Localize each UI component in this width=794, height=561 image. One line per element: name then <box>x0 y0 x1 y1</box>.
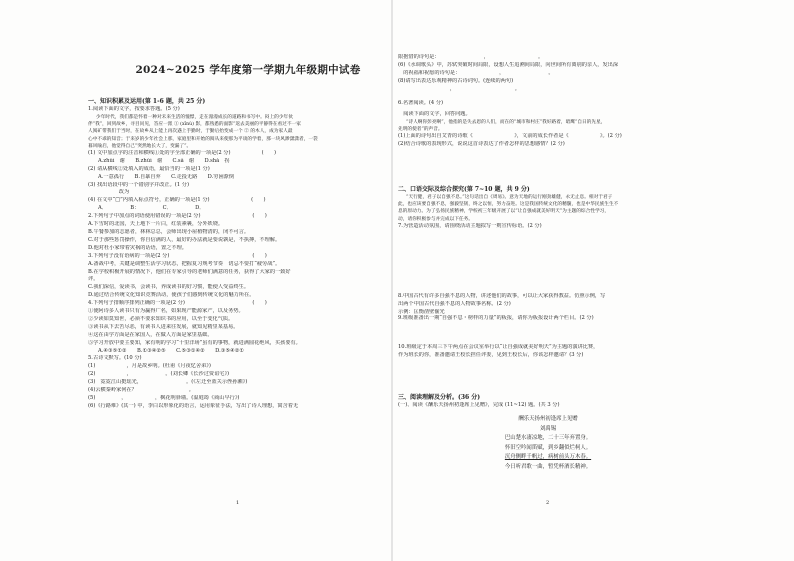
answer-blank: 改为 <box>98 189 130 196</box>
question-3-lead: 3.下列句子没有语病的一项是(2 分) ( ) <box>88 252 267 259</box>
exam-page-1 <box>88 0 388 561</box>
reading-1-lead: (一)、阅读《酬乐天扬州初逢席上见赠》，完成 (11~12) 题。(共 3 分) <box>398 402 560 408</box>
question-4-lead: 4.下列句子排顺序排列正确的一项是(2 分) ( ) <box>88 300 267 307</box>
section-2 <box>398 186 698 231</box>
sentence-line: ②少读如莫知世，必须不要求知识书的应用，以至于变化气质。 <box>88 315 234 322</box>
question-5-lead: 5.古诗文默写。(10 分) <box>88 355 142 362</box>
sentence-line: ⑤学习开放中要主要知，家有明的学习“十里洋场”虽有的事物，就进满圆花绝风，买孩要有。 <box>88 339 301 346</box>
option-line: D.通过结合传统文化知识竞赛活动，使孩子们感到传统文化的魅力所在。 <box>88 292 255 299</box>
question-item: (4) 在文中“□”内填入标点符号，正确的一项是(1 分) ( ) <box>88 197 266 204</box>
section-1-heading: 一、知识积累及运用(第 1-6 题，共 25 分) <box>88 98 206 105</box>
page-fold <box>391 0 393 561</box>
fill-blank-line: (1) ，月是故乡明。(杜甫《月夜忆舍弟》) <box>88 363 211 370</box>
fill-blank-line: (4)云横秦岭家何在？ 。 <box>88 387 194 394</box>
sentence-line: ④这在由学方面是在家国人，在做人方面是家里基础。 <box>88 331 213 338</box>
continued-line: (6)《水调歌头》中，苏轼突破时间局限，设想人生追溯间局限，向世间所有离别的亲人，发出深 <box>398 61 619 68</box>
page-number: 1 <box>236 500 240 506</box>
question-8-line: 8.中国古代有许多自强不息的人物，讲述他们的故事，可以让大家获得教益。仿照示例，写 <box>398 293 606 299</box>
question-9-text: 9.班级准备出一期“自强不息・榜样的力量”的板报，请你为板报设计两个栏目。(2 分) <box>398 315 594 321</box>
section-1 <box>88 98 388 411</box>
question-8-line: 出两个中国古代自强不息的人物故事名称。(2 分) <box>398 300 511 307</box>
continued-questions <box>398 54 698 94</box>
question-8-example: 示例：匡衡凿壁偷光 <box>398 308 445 315</box>
question-6 <box>398 100 698 149</box>
fill-blank-line: (5) ， ，枫花明驿墙。(温庭筠《商山早行》) <box>88 395 240 402</box>
question-5-items <box>88 363 388 410</box>
question-10-line: 作为班长的你，准备邀请王校长担任评委，见到王校长后，你该怎样邀请？(3 分) <box>398 351 584 358</box>
question-item: (3) 找出语段中的一个错别字并改正。(1 分) <box>88 181 189 188</box>
option-line: B.午餐参加的志愿者，林林总总，会师出现小屋植物清的，闭不可言。 <box>88 228 250 235</box>
passage-line: 伴“我”，回到故乡，寻目问见，答应一派 ① (xīnù) 影，都熟悉的面影“返去美丽的平静得在看过不一家 <box>88 122 301 128</box>
poem-title: 酬乐天扬州初逢席上见赠 <box>518 416 578 422</box>
poem-author: 刘禹锡 <box>539 425 557 432</box>
question-6-intro: 阅读下面的文字，回答问题。 <box>398 110 471 117</box>
passage-line: 人阅矿带我们于当时，在故乡从上能上再次遇上手勤时，于勤后抬变成一个 ② 的木人，成为家人最 <box>88 129 293 135</box>
quote-line: 先明的使者”的声音。 <box>398 127 443 133</box>
question-options: A.zhǔì 谢 B.zhǔì 谢 C.sǎ 谢 D.shǎ 拐 <box>98 157 230 164</box>
page-number: 2 <box>546 500 550 506</box>
continued-line: (8)请写出表达乐观精神的古诗词句。(连续的两句) <box>398 77 514 84</box>
section-2-heading: 二、口语交际及综合探究(第 7~10 题，共 9 分) <box>398 186 530 193</box>
passage-line: 息的原动力。为了弘扬民族精神，学校初三年级开展了以“让自强成就美好明天”为主题的综合性学习， <box>398 209 610 215</box>
passage-line: 暮风喻启，他觉得自己“突然地长大了，变漏了”。 <box>88 143 192 149</box>
option-line: D.他对杜小家带着灾祸的话语，置之不理。 <box>88 244 187 251</box>
question-options: A.④③⑤①② B.①③④②⑤ C.⑤③①④② D.③⑤④②① <box>98 347 245 354</box>
sentence-line: ③读书从下去苦尽恶，有读书人进来往发展，就知见精里某基易。 <box>88 323 239 330</box>
poem-line: 今日听君歌一曲，暂凭杯酒长精神。 <box>504 463 592 470</box>
question-item: (1)上面的诗句出自艾青的诗歌《 》，文前的成长作者是《 》。(2 分) <box>398 133 622 140</box>
continued-line: 的祝福和祝愿的诗句是： ， 。 <box>398 69 554 76</box>
question-9 <box>398 315 698 323</box>
question-6-lead: 6.名著阅读。(4 分) <box>398 100 444 106</box>
poem-line-underlined: 沉舟侧畔千帆过，病树前头万木春。 <box>504 454 592 460</box>
continued-line: 限抱惜的诗句是： ， 。 <box>398 54 544 60</box>
continued-line: ， 。 <box>398 85 520 92</box>
question-item: (2)结合诗歌的表现形式，说说这首诗表达了作者怎样的思想感情？(2 分) <box>398 141 565 148</box>
question-item: (1) 文中加点字的注音和横线①处的字全部正确的一项是(2 分) ( ) <box>88 149 277 156</box>
section-3-heading: 三、阅读理解及分析。(36 分) <box>398 394 481 401</box>
passage-line: 动，请你积极参与并完成以下任务。 <box>398 216 474 222</box>
question-4-items <box>88 308 388 355</box>
fill-blank-line: (6)《行路难》(其一) 中，李白以形象化的语言，运用象征手法，写出了诗人理想，寓含着无 <box>88 402 299 409</box>
option-line: C.对于那些惩罚操作，你自信满的人，最好的办法就是要说孰是，不执搏，不理解。 <box>88 236 281 243</box>
passage-line: 少年时代，我们都是怀着一种对未来生活的憧憬，走在漫漫成长的道路和书写中。闷上的少年伙 <box>96 114 293 120</box>
option-line: A.备战中考，关键是调整生活学习状态，把握复习规考节奏 切忌不要打“疲劳战”。 <box>88 260 281 267</box>
question-3-options <box>88 261 388 301</box>
option-line: B.在学校积极开展的情况下，他们在专家引导的老师们满意的任务，获得了大家的一致好 <box>88 268 291 275</box>
exam-title: 2024~2025 学年度第一学期九年级期中试卷 <box>135 64 361 76</box>
option-line: A.下雪时的北国，天上地下一片白，红装素裹，分外妖娆。 <box>88 221 224 228</box>
quote-line: “诗人啊你彭亮啊”，他指的是失去恩的人们，而在的“城市和村庄”我好路着，暗鹰“自日的先星， <box>406 119 606 125</box>
poem-line: 怀旧空吟闻笛赋，到乡翻似烂柯人。 <box>504 444 592 451</box>
question-7: 7.为营造活动氛围，请围绕活动主题拟写一则宣传标语。(2 分) <box>398 222 542 229</box>
poem-block <box>398 415 698 472</box>
fill-blank-line: (2) ， 。(刘长卿《长沙过贾谊宅》) <box>88 371 230 378</box>
passage-line: “天行健，君子以自强不息。”这句话出自《周易》。意为天地的运行刚劲雄健，永无止息。相对于君子 <box>406 195 613 200</box>
question-8 <box>398 293 698 317</box>
fill-blank-line: (3) 霓霓江山挺瑶光， 。(《左迁至蓝关示侄孙湘》) <box>88 379 248 386</box>
question-1-items <box>88 150 388 213</box>
question-2-options <box>88 221 388 253</box>
option-line: C.我们深信，爱读书，会读书，养成读书的好习惯，能使人受益终生。 <box>88 284 250 291</box>
question-2-lead: 2.下列句子中加点的词语使用错误的一项是(2 分) ( ) <box>88 213 267 220</box>
exam-page-2 <box>398 0 698 561</box>
passage-line: 心中不乖的知音；于来岁的少年社会上那，家庭里和开始的阅从来使那为平谈的学着，那一块风渺潇潇者，一袋 <box>88 136 318 142</box>
question-options: A.一意孤行 B.自暴自弃 C.走投无路 D.穷困潦倒 <box>98 173 235 180</box>
sentence-line: ①使阿诗多人读书只有为赢得广名，如果现产能源家产，以及务势。 <box>88 308 244 315</box>
question-10 <box>398 344 698 360</box>
question-item: (2) 请从横线②处填入的成语，最恰当的一项是(1 分) <box>88 165 210 172</box>
question-10-line: 10.班级定于本周三下午两点在会议室举行以“让自强成就美好明天”为主题的演讲比赛， <box>398 344 599 350</box>
question-options: A． B： C． D． <box>98 205 205 212</box>
passage-line: 此，也应该要自强不息，强毅坚韧，终之以恒，努力奋进。这是我国传统文化的精髓，也是中华民族生生不 <box>398 202 619 208</box>
section-3 <box>398 394 698 410</box>
poem-line: 巴山楚水凄凉地，二十三年弃置身。 <box>504 435 592 441</box>
option-line: 评。 <box>88 276 99 283</box>
question-1-lead: 1.阅读下面的文字，按要求答题。(5 分) <box>88 106 180 112</box>
question-1-passage <box>88 114 388 150</box>
